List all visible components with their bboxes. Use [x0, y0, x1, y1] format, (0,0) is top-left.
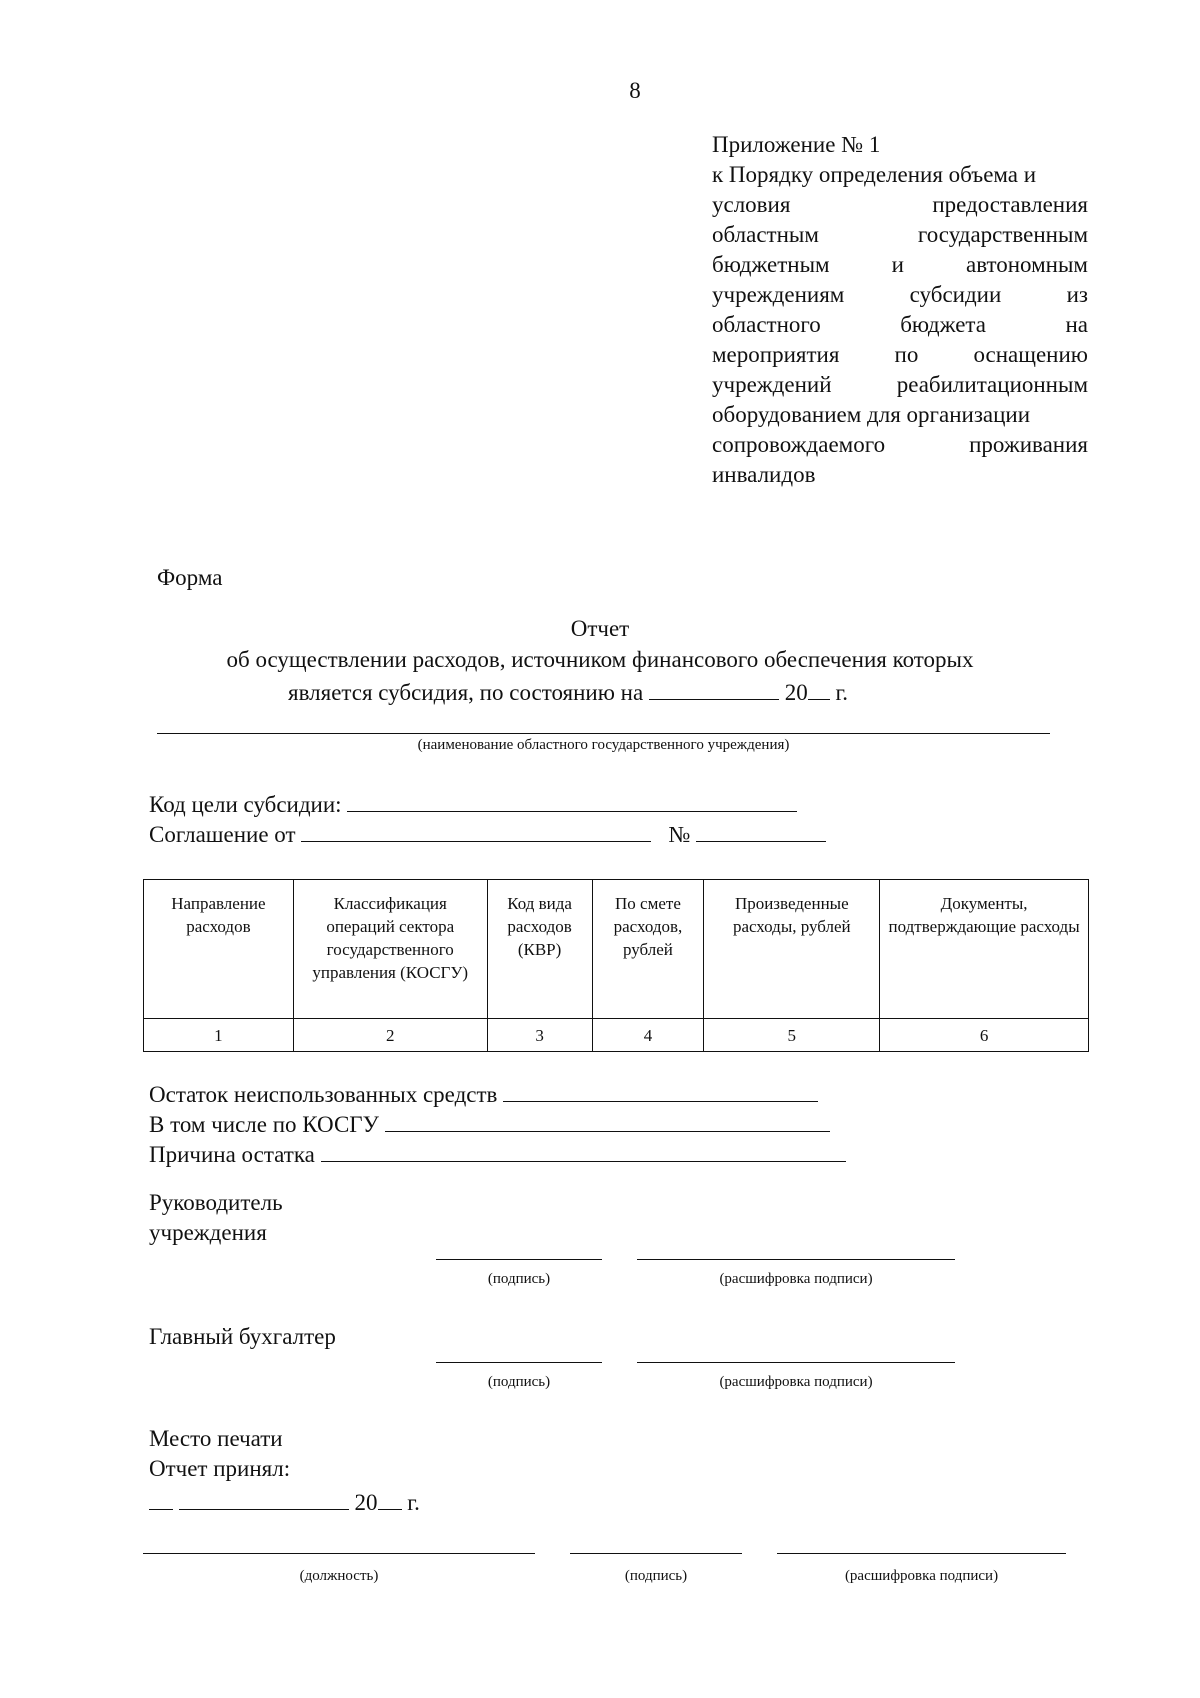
appendix-word: проживания: [969, 432, 1088, 457]
head-decode-caption: (расшифровка подписи): [719, 1271, 873, 1287]
kosgu-row: [149, 1107, 830, 1140]
goal-code-row: [149, 787, 797, 820]
accountant-decode-field[interactable]: [637, 1362, 955, 1363]
appendix-word: из: [1066, 282, 1088, 307]
report-title: Отчет: [570, 616, 630, 641]
number-cell: 3: [487, 1019, 592, 1052]
header-cell: Классификация операций сектора государственного управления (КОСГУ): [293, 880, 487, 1019]
receiver-sign-caption: (подпись): [624, 1568, 688, 1584]
receiver-decode-field[interactable]: [777, 1553, 1066, 1554]
appendix-line: [712, 220, 1088, 250]
kosgu-label: В том числе по КОСГУ: [149, 1112, 379, 1137]
accepted-label: Отчет принял:: [149, 1456, 291, 1481]
accepted-date-row: [149, 1485, 420, 1518]
report-year-prefix: 20: [784, 680, 808, 705]
form-label: Форма: [157, 565, 223, 590]
receiver-position-field[interactable]: [143, 1553, 535, 1554]
appendix-line: [712, 190, 1088, 220]
appendix-line: [712, 250, 1088, 280]
appendix-word: предоставления: [932, 192, 1088, 217]
head-label-line2: учреждения: [149, 1220, 267, 1245]
accountant-sign-caption: (подпись): [487, 1374, 551, 1390]
appendix-word: сопровождаемого: [712, 432, 886, 457]
agreement-row: [149, 817, 826, 850]
appendix-word: инвалидов: [712, 462, 816, 487]
institution-caption: (наименование областного государственного учреждения): [417, 737, 790, 753]
institution-name-field[interactable]: [157, 733, 1050, 734]
appendix-line: [712, 340, 1088, 370]
report-date-field[interactable]: [649, 675, 779, 700]
appendix-word: государственным: [917, 222, 1088, 247]
seal-label: Место печати: [149, 1426, 283, 1451]
head-sign-caption: (подпись): [487, 1271, 551, 1287]
accepted-day-field[interactable]: [149, 1485, 173, 1510]
appendix-line: [712, 160, 1088, 190]
number-cell: 1: [144, 1019, 294, 1052]
accepted-year-suffix: г.: [407, 1490, 420, 1515]
position-caption: (должность): [299, 1568, 379, 1584]
table-number-row: [144, 1019, 1089, 1052]
appendix-word: на: [1065, 312, 1088, 337]
appendix-word: условия: [712, 192, 791, 217]
appendix-line: [712, 280, 1088, 310]
appendix-word: оборудованием для организации: [712, 402, 1031, 427]
goal-code-label: Код цели субсидии:: [149, 792, 342, 817]
accountant-decode-caption: (расшифровка подписи): [719, 1374, 873, 1390]
expenses-table: [143, 879, 1089, 1052]
appendix-line: [712, 400, 1088, 430]
reason-field[interactable]: [321, 1137, 846, 1162]
unused-field[interactable]: [503, 1077, 818, 1102]
header-cell: Код вида расходов (КВР): [487, 880, 592, 1019]
chief-accountant-label: Главный бухгалтер: [149, 1324, 336, 1349]
appendix-word: мероприятия: [712, 342, 840, 367]
number-cell: 5: [704, 1019, 880, 1052]
accepted-year-field[interactable]: [378, 1485, 402, 1510]
appendix-word: по: [894, 342, 919, 367]
head-label-line1: Руководитель: [149, 1190, 283, 1215]
appendix-word: и: [891, 252, 904, 277]
receiver-decode-caption: (расшифровка подписи): [844, 1568, 999, 1584]
report-date-label: является субсидия, по состоянию на: [288, 680, 644, 705]
header-cell: Документы, подтверждающие расходы: [880, 880, 1089, 1019]
report-subtitle: об осуществлении расходов, источником финансового обеспечения которых: [226, 647, 974, 672]
appendix-word: к Порядку определения объема и: [712, 162, 1037, 187]
appendix-word: реабилитационным: [896, 372, 1088, 397]
head-label: [149, 1188, 283, 1248]
report-subtitle-line2: [288, 675, 848, 708]
agreement-number-sign: №: [668, 822, 691, 847]
accepted-month-field[interactable]: [179, 1485, 349, 1510]
appendix-word: автономным: [966, 252, 1088, 277]
appendix-word: бюджетным: [712, 252, 830, 277]
accepted-year-prefix: 20: [354, 1490, 378, 1515]
reason-row: [149, 1137, 846, 1170]
agreement-date-field[interactable]: [301, 817, 651, 842]
report-year-suffix: г.: [835, 680, 849, 705]
unused-label: Остаток неиспользованных средств: [149, 1082, 498, 1107]
appendix-word: областным: [712, 222, 819, 247]
appendix-block: [712, 130, 1088, 490]
appendix-word: бюджета: [900, 312, 986, 337]
header-cell: Произведенные расходы, рублей: [704, 880, 880, 1019]
appendix-word: учреждениям: [712, 282, 845, 307]
goal-code-field[interactable]: [347, 787, 797, 812]
agreement-number-field[interactable]: [696, 817, 826, 842]
reason-label: Причина остатка: [149, 1142, 315, 1167]
header-cell: Направление расходов: [144, 880, 294, 1019]
agreement-label: Соглашение от: [149, 822, 296, 847]
number-cell: 2: [293, 1019, 487, 1052]
appendix-line: [712, 460, 1088, 490]
number-cell: 6: [880, 1019, 1089, 1052]
appendix-title: Приложение № 1: [712, 132, 881, 157]
unused-row: [149, 1077, 818, 1110]
appendix-line: [712, 430, 1088, 460]
head-signature-field[interactable]: [436, 1259, 602, 1260]
head-decode-field[interactable]: [637, 1259, 955, 1260]
page-number: 8: [629, 78, 641, 103]
appendix-line: [712, 310, 1088, 340]
appendix-word: субсидии: [909, 282, 1002, 307]
appendix-text: [712, 160, 1088, 490]
appendix-word: учреждений: [712, 372, 832, 397]
receiver-signature-field[interactable]: [570, 1553, 742, 1554]
kosgu-field[interactable]: [385, 1107, 830, 1132]
accountant-signature-field[interactable]: [436, 1362, 602, 1363]
appendix-word: областного: [712, 312, 821, 337]
header-cell: По смете расходов, рублей: [592, 880, 704, 1019]
report-year-field[interactable]: [808, 675, 830, 700]
appendix-word: оснащению: [973, 342, 1088, 367]
number-cell: 4: [592, 1019, 704, 1052]
table-header-row: [144, 880, 1089, 1019]
appendix-line: [712, 370, 1088, 400]
